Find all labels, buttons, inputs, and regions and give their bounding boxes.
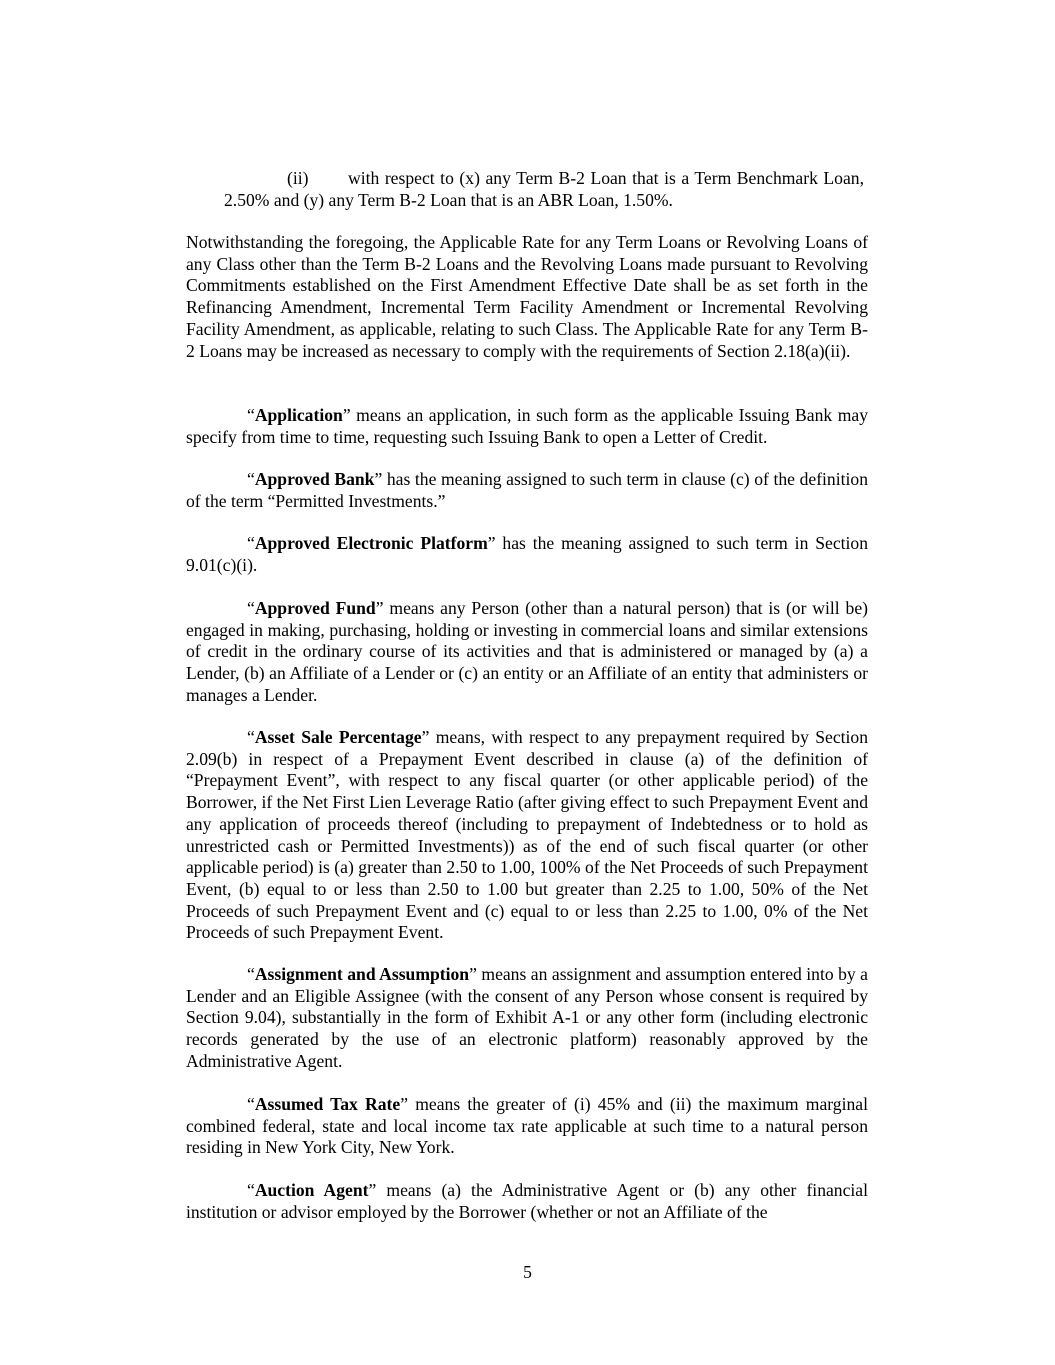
defined-term: Approved Bank	[254, 469, 375, 489]
definition-text: means, with respect to any prepayment required by Section 2.09(b) in respect of a Prepayment Event described in clause (a) of the definition of “Prepayment Event”, with respect to any fiscal quarter (or other applicable period) of the Borrower, if the Net First Lien Leverage Ratio (after giving effect to such Prepayment Event and any application of proceeds thereof (including to prepayment of Indebtedness or to hold as unrestricted cash or Permitted Investments)) as of the end of such fiscal quarter (or other applicable period) is (a) greater than 2.50 to 1.00, 100% of the Net Proceeds of such Prepayment Event, (b) equal to or less than 2.50 to 1.00 but greater than 2.25 to 1.00, 50% of the Net Proceeds of such Prepayment Event and (c) equal to or less than 2.25 to 1.00, 0% of the Net Proceeds of such Prepayment Event.	[186, 727, 868, 943]
defined-term: Approved Electronic Platform	[254, 533, 488, 553]
page-number: 5	[523, 1262, 532, 1282]
definition-text: means the greater of (i) 45% and (ii) the maximum marginal combined federal, state and local income tax rate applicable at such time to a natural person residing in New York City, New York.	[186, 1094, 868, 1158]
definition-auction-agent: “Auction Agent” means (a) the Administrative Agent or (b) any other financial institution or advisor employed by the Borrower (whether or not an Affiliate of the	[186, 1180, 868, 1222]
definition-text: means an assignment and assumption entered into by a Lender and an Eligible Assignee (with the consent of any Person whose consent is required by Section 9.04), substantially in the form of Exhibit A-1 or any other form (including electronic records generated by the use of an electronic platform) reasonably approved by the Administrative Agent.	[186, 964, 868, 1071]
defined-term: Approved Fund	[254, 598, 376, 618]
definition-approved-fund: “Approved Fund” means any Person (other than a natural person) that is (or will be) engaged in making, purchasing, holding or investing in commercial loans and similar extensions of credit in the ordinary course of its activities and that is administered or managed by (a) a Lender, (b) an Affiliate of a Lender or (c) an entity or an Affiliate of an entity that administers or manages a Lender.	[186, 598, 868, 705]
notwithstanding-paragraph: Notwithstanding the foregoing, the Applicable Rate for any Term Loans or Revolving Loans of any Class other than the Term B-2 Loans and the Revolving Loans made pursuant to Revolving Commitments established on the First Amendment Effective Date shall be as set forth in the Refinancing Amendment, Incremental Term Facility Amendment or Incremental Revolving Facility Amendment, as applicable, relating to such Class. The Applicable Rate for any Term B-2 Loans may be increased as necessary to comply with the requirements of Section 2.18(a)(ii).	[186, 232, 868, 361]
list-item-text: with respect to (x) any Term B-2 Loan that is a Term Benchmark Loan, 2.50% and (y) any Term B-2 Loan that is an ABR Loan, 1.50%.	[224, 168, 864, 210]
definition-approved-electronic-platform: “Approved Electronic Platform” has the meaning assigned to such term in Section 9.01(c)(i).	[186, 533, 868, 575]
definition-text: means any Person (other than a natural person) that is (or will be) engaged in making, purchasing, holding or investing in commercial loans and similar extensions of credit in the ordinary course of its activities and that is administered or managed by (a) a Lender, (b) an Affiliate of a Lender or (c) an entity or an Affiliate of an entity that administers or manages a Lender.	[186, 598, 868, 705]
definition-text: means (a) the Administrative Agent or (b) any other financial institution or advisor employed by the Borrower (whether or not an Affiliate of the	[186, 1180, 868, 1222]
defined-term: Assumed Tax Rate	[254, 1094, 401, 1114]
definition-text: means an application, in such form as the applicable Issuing Bank may specify from time to time, requesting such Issuing Bank to open a Letter of Credit.	[186, 405, 868, 447]
definition-assumed-tax-rate: “Assumed Tax Rate” means the greater of (i) 45% and (ii) the maximum marginal combined federal, state and local income tax rate applicable at such time to a natural person residing in New York City, New York.	[186, 1094, 868, 1158]
defined-term: Application	[254, 405, 343, 425]
definition-approved-bank: “Approved Bank” has the meaning assigned to such term in clause (c) of the definition of the term “Permitted Investments.”	[186, 469, 868, 511]
definition-application: “Application” means an application, in such form as the applicable Issuing Bank may specify from time to time, requesting such Issuing Bank to open a Letter of Credit.	[186, 405, 868, 447]
defined-term: Assignment and Assumption	[254, 964, 470, 984]
defined-term: Asset Sale Percentage	[254, 727, 422, 747]
list-item-number: (ii)	[287, 168, 309, 188]
definition-text: has the meaning assigned to such term in clause (c) of the definition of the term “Permitted Investments.”	[186, 469, 868, 511]
definition-asset-sale-percentage: “Asset Sale Percentage” means, with respect to any prepayment required by Section 2.09(b) in respect of a Prepayment Event described in clause (a) of the definition of “Prepayment Event”, with respect to any fiscal quarter (or other applicable period) of the Borrower, if the Net First Lien Leverage Ratio (after giving effect to such Prepayment Event and any application of proceeds thereof (including to prepayment of Indebtedness or to hold as unrestricted cash or Permitted Investments)) as of the end of such fiscal quarter (or other applicable period) is (a) greater than 2.50 to 1.00, 100% of the Net Proceeds of such Prepayment Event, (b) equal to or less than 2.50 to 1.00 but greater than 2.25 to 1.00, 50% of the Net Proceeds of such Prepayment Event and (c) equal to or less than 2.25 to 1.00, 0% of the Net Proceeds of such Prepayment Event.	[186, 727, 868, 943]
list-item-ii	[224, 168, 864, 211]
defined-term: Auction Agent	[254, 1180, 369, 1200]
definition-text: has the meaning assigned to such term in Section 9.01(c)(i).	[186, 533, 868, 575]
definition-assignment-and-assumption: “Assignment and Assumption” means an assignment and assumption entered into by a Lender and an Eligible Assignee (with the consent of any Person whose consent is required by Section 9.04), substantially in the form of Exhibit A-1 or any other form (including electronic records generated by the use of an electronic platform) reasonably approved by the Administrative Agent.	[186, 964, 868, 1071]
